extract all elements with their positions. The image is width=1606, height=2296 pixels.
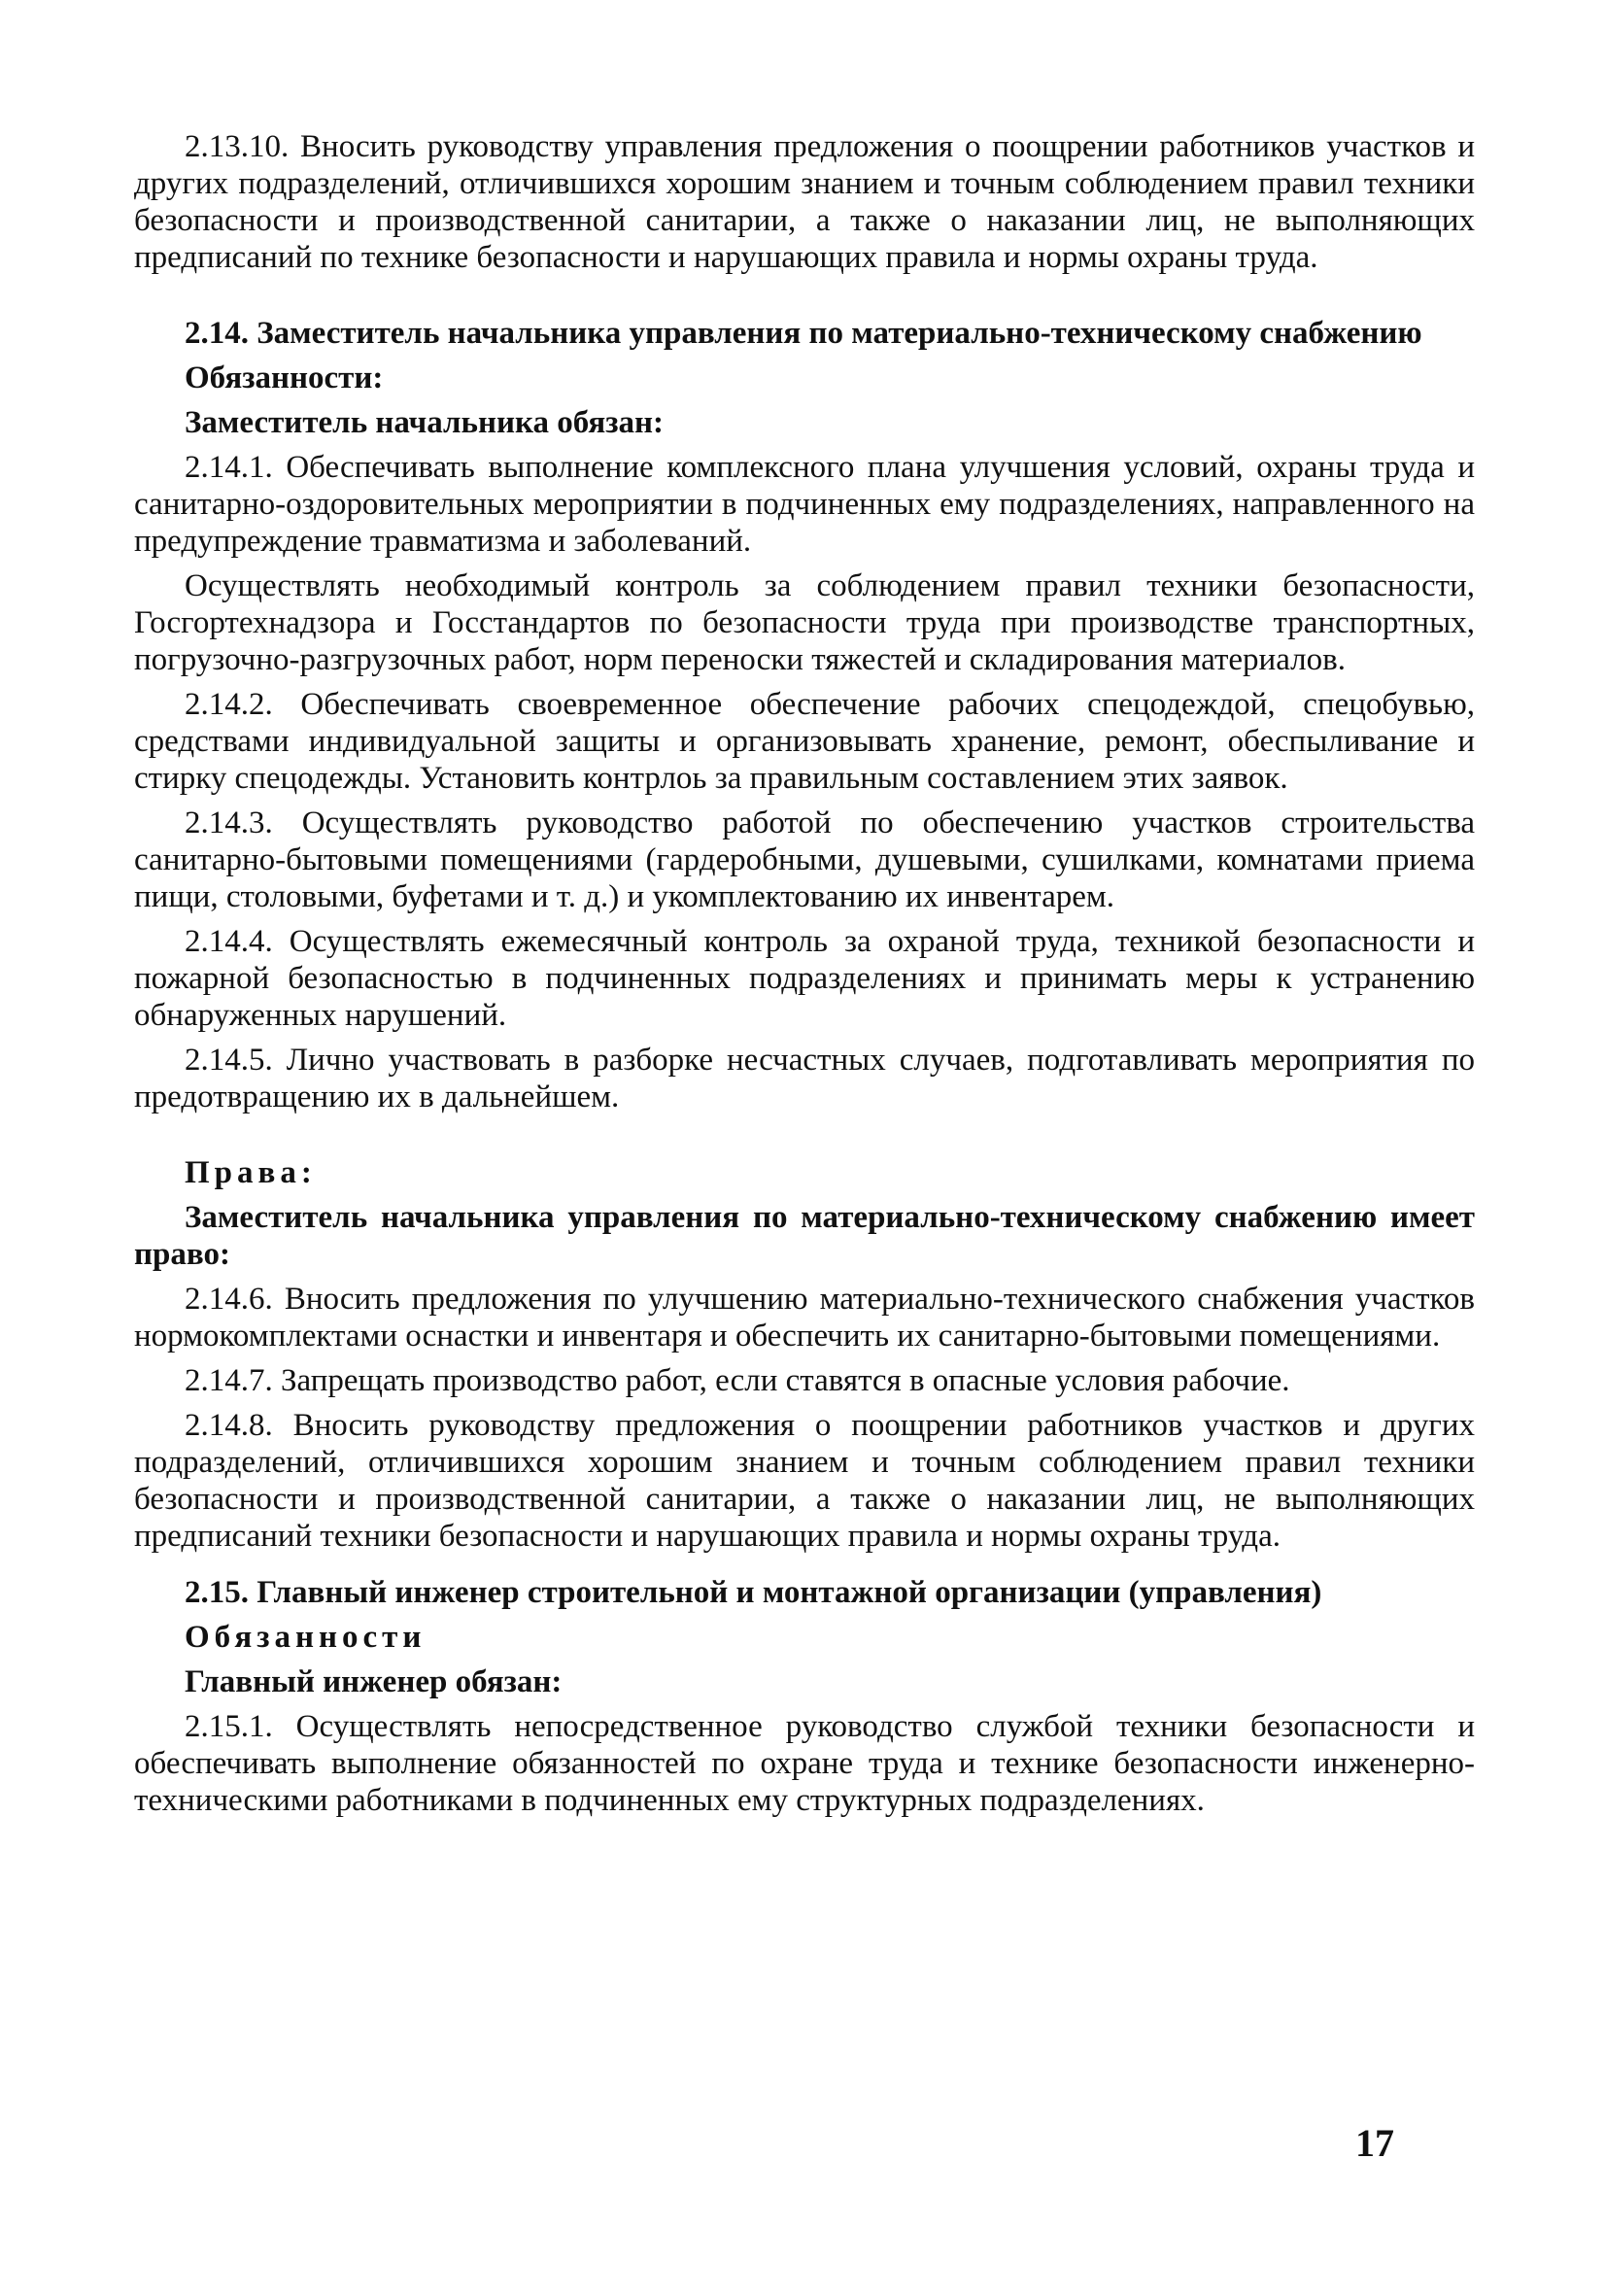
paragraph-2-14-2: 2.14.2. Обеспечивать своевременное обеспечение рабочих спецодеждой, спецобувью, средствами индивидуальной защиты и организовывать хранение, ремонт, обеспыливание и стирку спецодежды. Установить контрлоь за правильным составлением этих заявок.: [134, 687, 1475, 796]
obliged-heading-2-15: Главный инженер обязан:: [185, 1664, 563, 1699]
paragraph-2-14-1: 2.14.1. Обеспечивать выполнение комплексного плана улучшения условий, охраны труда и санитарно-оздоровительных мероприятии в подчиненных ему подразделениях, направленного на предупреждение травматизма и заболеваний.: [134, 450, 1475, 559]
paragraph-2-14-8: 2.14.8. Вносить руководству предложения о поощрении работников участков и других подразделений, отличившихся хорошим знанием и точным соблюдением правил техники безопасности и производственной санитарии, а также о наказании лиц, не выполняющих предписаний техники безопасности и нарушающих правила и нормы охраны труда.: [134, 1408, 1475, 1554]
paragraph-2-15-1: 2.15.1. Осуществлять непосредственное руководство службой техники безопасности и обеспечивать выполнение обязанностей по охране труда и технике безопасности инженерно-техническими работниками в подчиненных ему структурных подразделениях.: [134, 1709, 1475, 1818]
paragraph-2-14-4: 2.14.4. Осуществлять ежемесячный контроль за охраной труда, техникой безопасности и пожарной безопасностью в подчиненных подразделениях и принимать меры к устранению обнаруженных нарушений.: [134, 924, 1475, 1033]
paragraph-2-14-7: 2.14.7. Запрещать производство работ, если ставятся в опасные условия рабочие.: [185, 1363, 1290, 1398]
page-number: 17: [1355, 2121, 1394, 2165]
rights-heading: Права:: [185, 1155, 317, 1190]
section-heading-2-14: 2.14. Заместитель начальника управления по материально-техническому снабжению: [185, 316, 1422, 351]
paragraph-2-13-10: 2.13.10. Вносить руководству управления предложения о поощрении работников участков и других подразделений, отличившихся хорошим знанием и точным соблюдением правил техники безопасности и производственной санитарии, а также о наказании лиц, не выполняющих предписаний по технике безопасности и нарушающих правила и нормы охраны труда.: [134, 129, 1475, 275]
duties-heading-2-15: Обязанности: [185, 1620, 427, 1655]
paragraph-2-14-1-control: Осуществлять необходимый контроль за соблюдением правил техники безопасности, Госгортехнадзора и Госстандартов по безопасности труда при производстве транспортных, погрузочно-разгрузочных работ, норм переноски тяжестей и складирования материалов.: [134, 568, 1475, 677]
rights-subheading: Заместитель начальника управления по материально-техническому снабжению имеет право:: [134, 1200, 1475, 1272]
paragraph-2-14-5: 2.14.5. Лично участвовать в разборке несчастных случаев, подготавливать мероприятия по предотвращению их в дальнейшем.: [134, 1043, 1475, 1114]
section-heading-2-15: 2.15. Главный инженер строительной и монтажной организации (управления): [185, 1575, 1322, 1610]
obliged-heading-2-14: Заместитель начальника обязан:: [185, 405, 665, 440]
duties-heading-2-14: Обязанности:: [185, 360, 384, 395]
document-page: [134, 128, 1475, 1819]
paragraph-2-14-3: 2.14.3. Осуществлять руководство работой по обеспечению участков строительства санитарно-бытовыми помещениями (гардеробными, душевыми, сушилками, комнатами приема пищи, столовыми, буфетами и т. д.) и укомплектованию их инвентарем.: [134, 805, 1475, 914]
paragraph-2-14-6: 2.14.6. Вносить предложения по улучшению материально-технического снабжения участков нормокомплектами оснастки и инвентаря и обеспечить их санитарно-бытовыми помещениями.: [134, 1282, 1475, 1354]
